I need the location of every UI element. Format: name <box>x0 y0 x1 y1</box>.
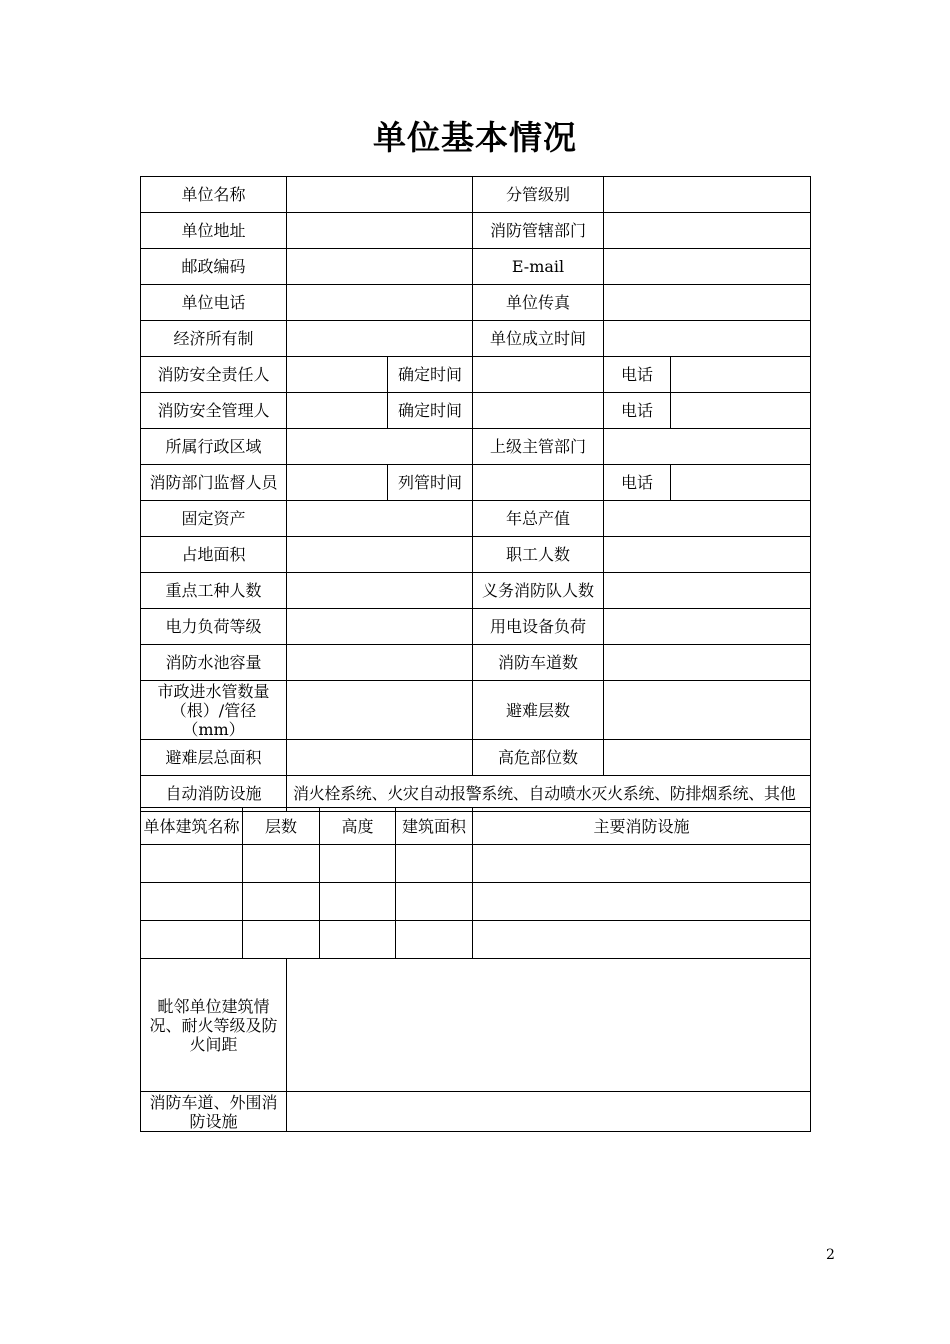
label-tel: 电话 <box>604 465 671 501</box>
label-neighbor: 毗邻单位建筑情况、耐火等级及防火间距 <box>141 959 287 1092</box>
label-admin-level: 分管级别 <box>473 177 604 213</box>
table-row <box>141 429 811 465</box>
label-tel: 电话 <box>604 393 671 429</box>
header-fire-facilities: 主要消防设施 <box>473 808 811 845</box>
field-water-pipe[interactable] <box>287 681 473 740</box>
field-admin-level[interactable] <box>604 177 811 213</box>
label-safety-mgr: 消防安全管理人 <box>141 393 287 429</box>
label-email: E-mail <box>473 249 604 285</box>
label-water-pipe: 市政进水管数量（根）/管径（mm） <box>141 681 287 740</box>
field-ownership[interactable] <box>287 321 473 357</box>
label-volunteer: 义务消防队人数 <box>473 573 604 609</box>
field-refuge-area[interactable] <box>287 740 473 776</box>
field-height[interactable] <box>320 845 396 883</box>
label-superior: 上级主管部门 <box>473 429 604 465</box>
field-listed-time[interactable] <box>473 465 604 501</box>
label-refuge-floors: 避难层数 <box>473 681 604 740</box>
table-row <box>141 285 811 321</box>
field-building-name[interactable] <box>141 845 243 883</box>
table-row <box>141 845 811 883</box>
field-building-name[interactable] <box>141 921 243 959</box>
buildings-table <box>140 807 811 959</box>
field-staff[interactable] <box>604 537 811 573</box>
label-auto-fire: 自动消防设施 <box>141 776 287 812</box>
label-supervisor: 消防部门监督人员 <box>141 465 287 501</box>
label-district: 所属行政区域 <box>141 429 287 465</box>
table-row <box>141 465 811 501</box>
field-tel[interactable] <box>671 393 811 429</box>
label-hazard-parts: 高危部位数 <box>473 740 604 776</box>
field-district[interactable] <box>287 429 473 465</box>
field-confirm-time[interactable] <box>473 393 604 429</box>
field-floor-area[interactable] <box>396 883 473 921</box>
label-fax: 单位传真 <box>473 285 604 321</box>
table-row <box>141 740 811 776</box>
field-auto-fire[interactable]: 消火栓系统、火灾自动报警系统、自动喷水灭火系统、防排烟系统、其他 <box>287 776 811 812</box>
field-floors[interactable] <box>243 845 320 883</box>
unit-info-table <box>140 176 811 812</box>
table-row <box>141 573 811 609</box>
label-staff: 职工人数 <box>473 537 604 573</box>
table-row <box>141 501 811 537</box>
field-fire-lanes[interactable] <box>604 645 811 681</box>
label-tel: 电话 <box>604 357 671 393</box>
field-tel[interactable] <box>671 465 811 501</box>
field-safety-mgr[interactable] <box>287 393 388 429</box>
page-number: 2 <box>826 1247 835 1263</box>
table-row <box>141 249 811 285</box>
label-fire-dept: 消防管辖部门 <box>473 213 604 249</box>
table-row <box>141 1092 811 1132</box>
field-floors[interactable] <box>243 883 320 921</box>
field-phone[interactable] <box>287 285 473 321</box>
field-hazard-parts[interactable] <box>604 740 811 776</box>
field-safety-resp[interactable] <box>287 357 388 393</box>
label-unit-name: 单位名称 <box>141 177 287 213</box>
label-key-workers: 重点工种人数 <box>141 573 287 609</box>
label-confirm-time: 确定时间 <box>388 393 473 429</box>
field-height[interactable] <box>320 883 396 921</box>
field-supervisor[interactable] <box>287 465 388 501</box>
label-founded: 单位成立时间 <box>473 321 604 357</box>
field-email[interactable] <box>604 249 811 285</box>
table-row <box>141 393 811 429</box>
field-superior[interactable] <box>604 429 811 465</box>
field-floor-area[interactable] <box>396 921 473 959</box>
table-row <box>141 537 811 573</box>
header-floor-area: 建筑面积 <box>396 808 473 845</box>
field-confirm-time[interactable] <box>473 357 604 393</box>
field-volunteer[interactable] <box>604 573 811 609</box>
field-tel[interactable] <box>671 357 811 393</box>
table-row <box>141 321 811 357</box>
field-fire-dept[interactable] <box>604 213 811 249</box>
table-row <box>141 645 811 681</box>
field-area[interactable] <box>287 537 473 573</box>
field-fire-facilities[interactable] <box>473 845 811 883</box>
header-height: 高度 <box>320 808 396 845</box>
label-fire-lane-external: 消防车道、外围消防设施 <box>141 1092 287 1132</box>
header-building-name: 单体建筑名称 <box>141 808 243 845</box>
field-height[interactable] <box>320 921 396 959</box>
field-power-load[interactable] <box>604 609 811 645</box>
label-annual-output: 年总产值 <box>473 501 604 537</box>
label-fire-lanes: 消防车道数 <box>473 645 604 681</box>
label-pool: 消防水池容量 <box>141 645 287 681</box>
field-building-name[interactable] <box>141 883 243 921</box>
field-unit-address[interactable] <box>287 213 473 249</box>
neighbor-table <box>140 958 811 1132</box>
field-power-level[interactable] <box>287 609 473 645</box>
label-postcode: 邮政编码 <box>141 249 287 285</box>
field-neighbor[interactable] <box>287 959 811 1092</box>
field-fire-facilities[interactable] <box>473 883 811 921</box>
label-fixed-assets: 固定资产 <box>141 501 287 537</box>
label-safety-resp: 消防安全责任人 <box>141 357 287 393</box>
page-title: 单位基本情况 <box>373 118 577 157</box>
label-confirm-time: 确定时间 <box>388 357 473 393</box>
label-unit-address: 单位地址 <box>141 213 287 249</box>
field-unit-name[interactable] <box>287 177 473 213</box>
table-row <box>141 883 811 921</box>
label-ownership: 经济所有制 <box>141 321 287 357</box>
table-row <box>141 609 811 645</box>
field-floors[interactable] <box>243 921 320 959</box>
table-row <box>141 808 811 845</box>
field-founded[interactable] <box>604 321 811 357</box>
field-fax[interactable] <box>604 285 811 321</box>
label-power-load: 用电设备负荷 <box>473 609 604 645</box>
label-listed-time: 列管时间 <box>388 465 473 501</box>
table-row <box>141 681 811 740</box>
field-key-workers[interactable] <box>287 573 473 609</box>
table-row <box>141 959 811 1092</box>
table-row <box>141 921 811 959</box>
table-row <box>141 357 811 393</box>
field-refuge-floors[interactable] <box>604 681 811 740</box>
header-floors: 层数 <box>243 808 320 845</box>
field-fire-facilities[interactable] <box>473 921 811 959</box>
field-fire-lane-external[interactable] <box>287 1092 811 1132</box>
label-phone: 单位电话 <box>141 285 287 321</box>
field-floor-area[interactable] <box>396 845 473 883</box>
field-fixed-assets[interactable] <box>287 501 473 537</box>
label-power-level: 电力负荷等级 <box>141 609 287 645</box>
table-row <box>141 177 811 213</box>
field-pool[interactable] <box>287 645 473 681</box>
field-postcode[interactable] <box>287 249 473 285</box>
label-refuge-area: 避难层总面积 <box>141 740 287 776</box>
label-area: 占地面积 <box>141 537 287 573</box>
table-row <box>141 213 811 249</box>
field-annual-output[interactable] <box>604 501 811 537</box>
